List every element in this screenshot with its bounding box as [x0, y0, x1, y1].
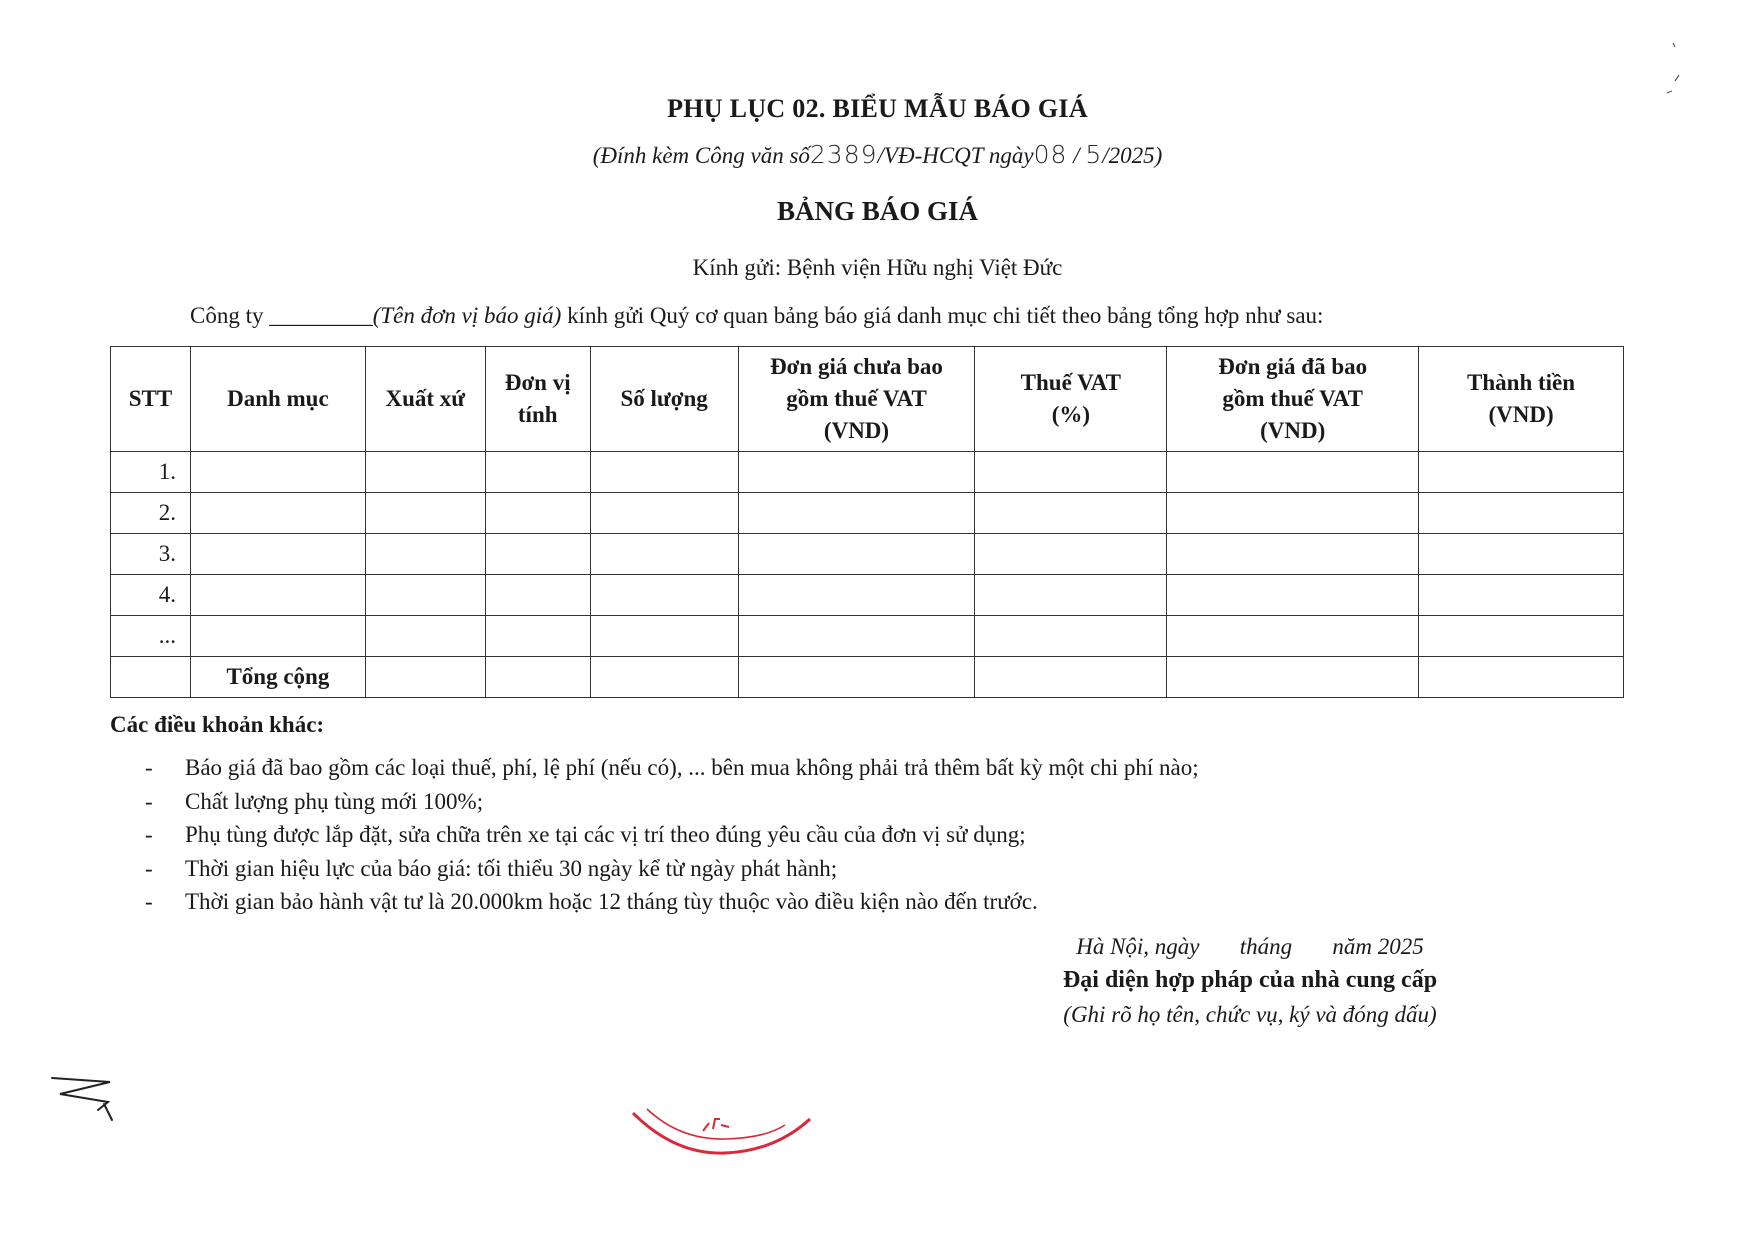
row-number: 3. [111, 534, 191, 575]
header-price-ex-line2: gồm thuế VAT [786, 386, 927, 411]
reference-prefix: (Đính kèm Công văn số [592, 143, 810, 168]
table-header-row [111, 347, 1624, 452]
quote-table [110, 346, 1624, 698]
bullet-dash: - [145, 822, 153, 847]
terms-heading: Các điều khoản khác: [110, 712, 325, 737]
reference-mid: /VĐ-HCQT ngày [877, 143, 1034, 168]
header-price-ex-line3: (VND) [823, 418, 890, 443]
bullet-dash: - [145, 755, 153, 780]
date-separator: / [1067, 143, 1086, 168]
handwritten-month: 5 [1085, 140, 1103, 169]
header-price-inc-line1: Đơn giá đã bao [1218, 354, 1368, 379]
header-total-line1: Thành tiền [1467, 370, 1576, 395]
page-title: PHỤ LỤC 02. BIỂU MẪU BÁO GIÁ [667, 94, 1088, 123]
quote-title: BẢNG BÁO GIÁ [776, 196, 979, 226]
header-total [1419, 347, 1624, 452]
row-number: 2. [111, 493, 191, 534]
addressee: Kính gửi: Bệnh viện Hữu nghị Việt Đức [692, 255, 1063, 280]
terms-list [145, 755, 1199, 923]
row-number: 1. [111, 452, 191, 493]
header-price-ex-line1: Đơn giá chưa bao [770, 354, 943, 379]
terms-item [145, 822, 1199, 856]
header-price-ex-vat [738, 347, 975, 452]
header-price-inc-line3: (VND) [1260, 418, 1326, 443]
total-label: Tổng cộng [190, 657, 365, 698]
header-price-inc-vat [1167, 347, 1419, 452]
header-item: Danh mục [190, 347, 365, 452]
intro-company-placeholder: (Tên đơn vị báo giá) [372, 303, 562, 328]
intro-prefix: Công ty _________ [190, 303, 373, 328]
pen-mark-icon [40, 1060, 130, 1130]
terms-item [145, 889, 1199, 923]
table-row-4 [111, 575, 1624, 616]
red-stamp-icon [625, 1095, 825, 1175]
header-origin: Xuất xứ [365, 347, 485, 452]
header-vat-line1: Thuế VAT [1020, 370, 1122, 395]
table-row-3 [111, 534, 1624, 575]
terms-item-text: Chất lượng phụ tùng mới 100%; [185, 788, 484, 814]
table-row-1 [111, 452, 1624, 493]
table-row-2 [111, 493, 1624, 534]
header-vat [975, 347, 1167, 452]
signature-role: Đại diện hợp pháp của nhà cung cấp [1062, 967, 1438, 993]
row-number: ... [111, 616, 191, 657]
terms-item [145, 789, 1199, 823]
intro-suffix: kính gửi Quý cơ quan bảng báo giá danh mục chi tiết theo bảng tổng hợp như sau: [561, 303, 1324, 328]
header-price-inc-line2: gồm thuế VAT [1222, 386, 1363, 411]
terms-item-text: Báo giá đã bao gồm các loại thuế, phí, lệ phí (nếu có), ... bên mua không phải trả thêm bất kỳ một chi phí nào; [185, 755, 1199, 780]
signature-date-line: Hà Nội, ngày tháng năm 2025 [1076, 934, 1424, 959]
header-unit-line1: Đơn vị [504, 370, 571, 395]
handwritten-day: 08 [1033, 140, 1068, 169]
header-unit [485, 347, 590, 452]
intro-paragraph [190, 303, 1323, 329]
reference-suffix: /2025) [1102, 143, 1163, 168]
terms-item-text: Phụ tùng được lắp đặt, sửa chữa trên xe tại các vị trí theo đúng yêu cầu của đơn vị sử dụng; [185, 822, 1026, 847]
terms-item [145, 755, 1199, 789]
terms-item-text: Thời gian bảo hành vật tư là 20.000km hoặc 12 tháng tùy thuộc vào điều kiện nào đến trước. [185, 889, 1038, 914]
row-number: 4. [111, 575, 191, 616]
table-row-ellipsis [111, 616, 1624, 657]
signature-note: (Ghi rõ họ tên, chức vụ, ký và đóng dấu) [1063, 1002, 1437, 1027]
table-total-row [111, 657, 1624, 698]
header-total-line2: (VND) [1488, 402, 1554, 427]
document-reference [0, 140, 1755, 169]
bullet-dash: - [145, 855, 153, 881]
bullet-dash: - [145, 889, 153, 914]
handwritten-doc-number: 2389 [809, 140, 878, 169]
header-stt: STT [111, 347, 191, 452]
header-unit-line2: tính [517, 402, 558, 427]
terms-item [145, 856, 1199, 890]
bullet-dash: - [145, 788, 153, 814]
margin-marks-icon [1665, 35, 1705, 105]
table-body [111, 452, 1624, 698]
header-quantity: Số lượng [590, 347, 738, 452]
header-vat-line2: (%) [1051, 402, 1091, 427]
terms-item-text: Thời gian hiệu lực của báo giá: tối thiểu 30 ngày kể từ ngày phát hành; [185, 855, 838, 881]
